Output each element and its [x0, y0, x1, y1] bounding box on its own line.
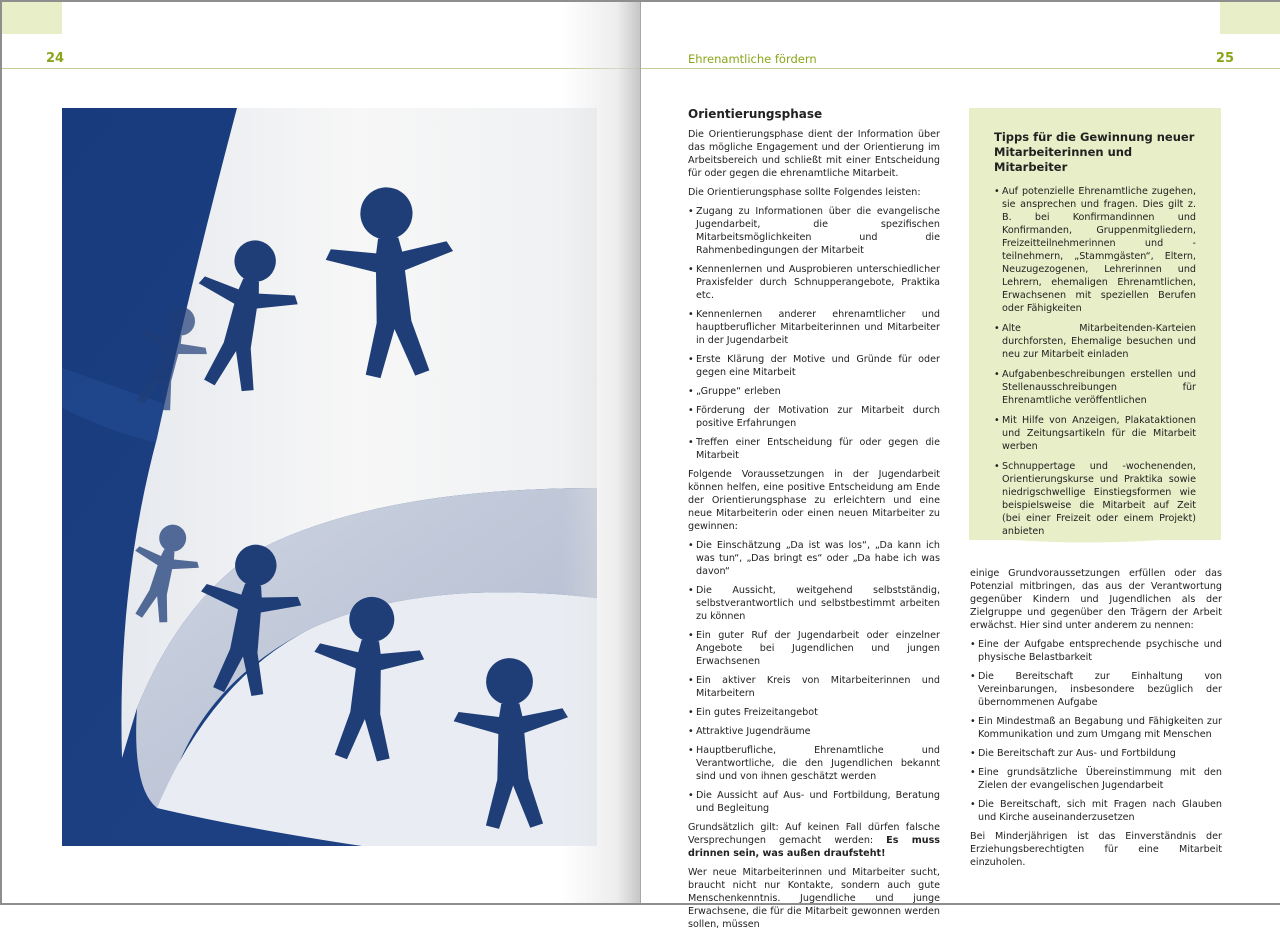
principle-emphasis: Es muss drinnen sein, was außen draufsteht! [688, 835, 940, 859]
list-intro: Folgende Voraussetzungen in der Jugendarbeit können helfen, eine positive Entscheidung am Ende der Orientierungsphase zu erleichtern und eine neue Mitarbeiterin oder einen neuen Mitarbeiter zu gewinnen: [688, 469, 940, 532]
list-item: • Kennenlernen anderer ehrenamtlicher und hauptberuflicher Mitarbeiterinnen und Mitarbeiter in der Jugendarbeit [688, 308, 940, 347]
requirements-list [970, 638, 1222, 824]
list-item: • Die Bereitschaft zur Einhaltung von Vereinbarungen, insbesondere bezüglich der übernommenen Aufgabe [970, 670, 1222, 709]
list-item: • Treffen einer Entscheidung für oder gegen die Mitarbeit [688, 436, 940, 462]
page-number: 25 [1215, 51, 1234, 66]
tips-title: Tipps für die Gewinnung neuer Mitarbeiterinnen und Mitarbeiter [994, 130, 1195, 174]
list-item: • Ein guter Ruf der Jugendarbeit oder einzelner Angebote bei Jugendlichen und jungen Erwachsenen [688, 629, 940, 668]
list-item: • Eine der Aufgabe entsprechende psychische und physische Belastbarkeit [970, 638, 1222, 664]
final-paragraph: Bei Minderjährigen ist das Einverständnis der Erziehungsberechtigten für eine Mitarbeit einzuholen. [970, 831, 1222, 868]
list-item: • Attraktive Jugendräume [688, 725, 940, 738]
tips-box [969, 108, 1221, 540]
list-item: • Die Einschätzung „Da ist was los“, „Da kann ich was tun“, „Das bringt es“ oder „Da habe ich was davon“ [688, 539, 940, 578]
tips-box-body [994, 130, 1196, 545]
side-column [970, 567, 1222, 875]
paper-chain-figures-photo [62, 108, 597, 846]
list-item: • Ein Mindestmaß an Begabung und Fähigkeiten zur Kommunikation und zum Umgang mit Menschen [970, 715, 1222, 741]
section-heading: Orientierungsphase [688, 107, 823, 121]
header-rule [641, 68, 1280, 69]
list-item: • Kennenlernen und Ausprobieren unterschiedlicher Praxisfelder durch Schnupperangebote, Praktika etc. [688, 263, 940, 302]
principle-paragraph [688, 821, 940, 860]
corner-tab [2, 2, 62, 34]
right-page [641, 2, 1280, 930]
tip-item: • Aufgabenbeschreibungen erstellen und Stellenausschreibungen für Ehrenamtliche veröffentlichen [994, 368, 1196, 407]
list-item: • Hauptberufliche, Ehrenamtliche und Verantwortliche, die den Jugendlichen bekannt sind und von ihnen geschätzt werden [688, 744, 940, 783]
running-title: Ehrenamtliche fördern [688, 52, 817, 66]
list-item: • Die Bereitschaft, sich mit Fragen nach Glauben und Kirche auseinanderzusetzen [970, 798, 1222, 824]
tips-list [994, 185, 1196, 538]
tip-item: • Alte Mitarbeitenden-Karteien durchforsten, Ehemalige besuchen und neu zur Mitarbeit einladen [994, 322, 1196, 361]
list-item: • Die Bereitschaft zur Aus- und Fortbildung [970, 747, 1222, 760]
closing-paragraph: Wer neue Mitarbeiterinnen und Mitarbeiter sucht, braucht nicht nur Kontakte, sondern auch gute Menschenkenntnis. Jugendliche und junge Erwachsene, die für die Mitarbeit gewonnen werden sollen, müssen [688, 867, 940, 930]
list-intro: Die Orientierungsphase sollte Folgendes leisten: [688, 187, 921, 198]
corner-tab [1220, 2, 1280, 34]
tip-item: • Auf potenzielle Ehrenamtliche zugehen, sie ansprechen und fragen. Dies gilt z. B. bei Konfirmandinnen und Konfirmanden, Gruppenmitgliedern, Freizeitteilnehmerinnen und -teilnehmern, „Stammgästen“, Eltern, Neuzugezogenen, Lehrerinnen und Lehrern, ehemaligen Ehrenamtlichen, Erwachsenen mit speziellen Berufen oder Fähigkeiten [994, 185, 1196, 315]
list-item: • Die Aussicht auf Aus- und Fortbildung, Beratung und Begleitung [688, 789, 940, 815]
list-item: • „Gruppe“ erleben [688, 385, 940, 398]
tasks-list [688, 205, 940, 462]
page-number: 24 [46, 51, 65, 66]
list-item: • Ein gutes Freizeitangebot [688, 706, 940, 719]
left-page [2, 2, 641, 903]
tip-item: • Schnuppertage und -wochenenden, Orientierungskurse und Praktika sowie niedrigschwellige Einstiegsformen wie beispielsweise die Mitarbeit auf Zeit (bei einer Freizeit oder einem Projekt) anbieten [994, 460, 1196, 538]
list-item: • Erste Klärung der Motive und Gründe für oder gegen eine Mitarbeit [688, 353, 940, 379]
intro-paragraph: Die Orientierungsphase dient der Information über das mögliche Engagement und der Orientierung im Arbeitsbereich und schließt mit einer Entscheidung für oder gegen die ehrenamtliche Mitarbeit. [688, 129, 940, 179]
list-item: • Förderung der Motivation zur Mitarbeit durch positive Erfahrungen [688, 404, 940, 430]
principle-text: Grundsätzlich gilt: Auf keinen Fall dürfen falsche Versprechungen gemacht werden: [688, 822, 940, 846]
tip-item: • Mit Hilfe von Anzeigen, Plakataktionen und Zeitungsartikeln für die Mitarbeit werben [994, 414, 1196, 453]
list-item: • Eine grundsätzliche Übereinstimmung mit den Zielen der evangelischen Jugendarbeit [970, 766, 1222, 792]
gutter-shadow [562, 2, 641, 903]
header-rule [2, 68, 641, 69]
continuation-paragraph: einige Grundvoraussetzungen erfüllen oder das Potenzial mitbringen, das aus der Verantwortung gegenüber Kindern und Jugendlichen als der Zielgruppe und gegenüber den Trägern der Arbeit erwächst. Hier sind unter anderem zu nennen: [970, 568, 1222, 631]
prerequisites-list [688, 539, 940, 815]
list-item: • Ein aktiver Kreis von Mitarbeiterinnen und Mitarbeitern [688, 674, 940, 700]
list-item: • Zugang zu Informationen über die evangelische Jugendarbeit, die spezifischen Mitarbeitsmöglichkeiten und die Rahmenbedingungen der Mitarbeit [688, 205, 940, 257]
main-column [688, 106, 940, 937]
list-item: • Die Aussicht, weitgehend selbstständig, selbstverantwortlich und selbstbestimmt arbeiten zu können [688, 584, 940, 623]
